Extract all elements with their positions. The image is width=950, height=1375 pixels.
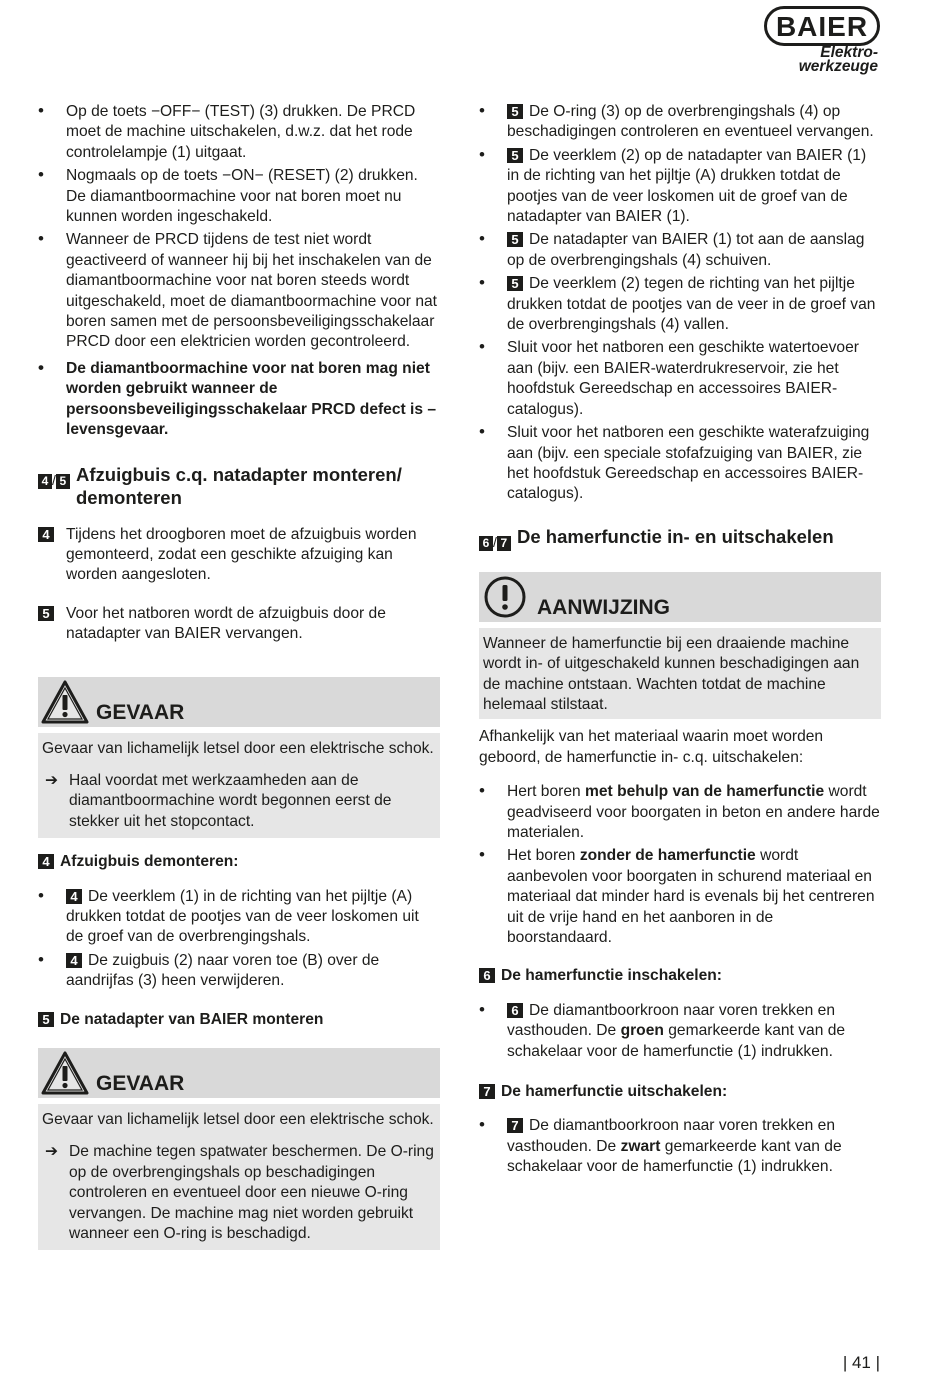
paragraph-text: Voor het natboren wordt de afzuigbuis door de natadapter van BAIER vervangen. <box>66 604 386 643</box>
danger-header <box>38 677 440 727</box>
numbered-paragraph <box>38 604 440 645</box>
list-item-text: wordt geadviseerd voor boorgaten in beton en andere harde materialen. <box>507 783 880 841</box>
arrow-icon: ➔ <box>45 771 59 789</box>
list-item <box>479 1001 881 1062</box>
right-column <box>479 102 881 1181</box>
list-item <box>479 338 881 420</box>
instruction-text: De machine tegen spatwater beschermen. De O-ring op de overbrengingshals op beschadigingen controleren en eventueel door een nieuwe O-ring vervangen. De machine mag niet worden gebruikt wanneer een O-ring is beschadigd. <box>69 1143 434 1243</box>
subsection-heading <box>38 1010 440 1030</box>
danger-title: GEVAAR <box>96 700 185 724</box>
instruction-item <box>42 771 436 832</box>
danger-box <box>38 1048 440 1250</box>
figure-number-badge: 7 <box>507 1118 523 1133</box>
notice-title: AANWIJZING <box>537 595 670 619</box>
notice-header <box>479 572 881 622</box>
logo-sub-line2: werkzeuge <box>798 58 878 75</box>
numbered-paragraph <box>38 525 440 586</box>
subsection-heading <box>479 966 881 986</box>
list-item-text: Sluit voor het natboren een geschikte waterafzuiging aan (bijv. een speciale stofafzuiging van BAIER, zie het hoofdstuk Gereedschap en accessoires BAIER-catalogus). <box>507 424 870 503</box>
list-item <box>38 951 440 992</box>
list-item-text: De diamantboorkroon naar voren trekken en vasthouden. De <box>507 1117 835 1155</box>
subsection-heading <box>38 852 440 872</box>
list-item-text: Het boren <box>507 847 580 865</box>
list-item-text: Nogmaals op de toets −ON− (RESET) (2) drukken. De diamantboormachine voor nat boren moet nu kunnen worden ingeschakeld. <box>66 167 418 226</box>
section-heading <box>479 525 881 548</box>
subsection-heading <box>479 1082 881 1102</box>
danger-title: GEVAAR <box>96 1072 185 1095</box>
danger-header <box>38 1048 440 1098</box>
notice-body <box>479 628 881 720</box>
notice-box <box>479 572 881 720</box>
list-item-emphasis: zwart <box>620 1137 661 1155</box>
figure-number-badge: 5 <box>56 474 70 489</box>
list-item-emphasis: met behulp van de hamerfunctie <box>585 783 825 801</box>
figure-number-badge: 6 <box>479 536 493 551</box>
figure-number-badge: 4 <box>38 527 54 542</box>
list-item-text: Hert boren <box>507 783 586 801</box>
list-item-text: gemarkeerde kant van de schakelaar voor de hamerfunctie (1) indrukken. <box>507 1137 842 1176</box>
logo-subtitle <box>738 46 878 74</box>
list-item-text: De zuigbuis (2) naar voren toe (B) over de aandrijfas (3) heen verwijderen. <box>66 951 380 990</box>
list-item-emphasis: zonder de hamerfunctie <box>579 847 756 865</box>
figure-number-badge: 5 <box>507 232 523 247</box>
figure-number-badge: 6 <box>507 1003 523 1018</box>
left-column <box>38 102 440 1250</box>
figure-number-badge: 6 <box>479 968 495 983</box>
list-item <box>479 782 881 843</box>
list-item-text: De veerklem (2) op de natadapter van BAIER (1) in de richting van het pijltje (A) drukken totdat de pootjes van de veer loskomen uit de groef van de natadapter van BAIER (1). <box>507 146 867 226</box>
figure-number-badge: 4 <box>38 854 54 869</box>
subsection-title: Afzuigbuis demonteren: <box>60 853 239 871</box>
list-item-text: De O-ring (3) op de overbrengingshals (4) op beschadigingen controleren en eventueel vervangen. <box>507 103 874 141</box>
page-number: | 41 | <box>842 1353 880 1372</box>
figure-number-badge: 5 <box>507 148 523 163</box>
notice-text: Wanneer de hamerfunctie bij een draaiende machine wordt in- of uitgeschakeld kunnen beschadigingen aan de machine ontstaan. Wachten totdat de machine helemaal stilstaat. <box>483 634 860 713</box>
figure-number-badge: 7 <box>479 1084 495 1099</box>
list-item <box>38 102 440 163</box>
list-item-text: Op de toets −OFF− (TEST) (3) drukken. De PRCD moet de machine uitschakelen, d.w.z. dat het rode controlelampje (1) uitgaat. <box>66 103 416 161</box>
list-item <box>479 423 881 505</box>
subsection-title: De hamerfunctie inschakelen: <box>501 967 722 985</box>
list-item-text: De natadapter van BAIER (1) tot aan de aanslag op de overbrengingshals (4) schuiven. <box>507 231 865 269</box>
figure-number-badge: 4 <box>38 474 52 489</box>
instruction-text: Haal voordat met werkzaamheden aan de diamantboormachine wordt begonnen eerst de stekker uit het stopcontact. <box>69 771 392 830</box>
list-item-warning <box>38 359 440 441</box>
section-title: Afzuigbuis c.q. natadapter monteren/ demonteren <box>76 463 402 508</box>
danger-body <box>38 1104 440 1250</box>
section-title: De hamerfunctie in- en uitschakelen <box>517 525 834 547</box>
list-item-text: De veerklem (2) tegen de richting van het pijltje drukken totdat de pootjes van de veer in de groef van de overbrengingshals (4) vallen. <box>507 275 876 334</box>
figure-number-badge: 5 <box>507 104 523 119</box>
list-item <box>38 887 440 948</box>
list-item <box>479 1116 881 1177</box>
danger-box <box>38 677 440 839</box>
list-item-emphasis: groen <box>620 1022 664 1040</box>
list-item <box>479 102 881 143</box>
figure-number-badge: 7 <box>497 536 511 551</box>
list-item <box>479 146 881 228</box>
subsection-title: De natadapter van BAIER monteren <box>60 1010 324 1028</box>
figure-number-badge: 5 <box>507 276 523 291</box>
list-item <box>38 166 440 227</box>
figure-number-badge: 4 <box>66 889 82 904</box>
warning-triangle-icon <box>41 680 89 724</box>
list-item <box>479 846 881 948</box>
list-item-text: Sluit voor het natboren een geschikte watertoevoer aan (bijv. een BAIER-waterdrukreservoir, zie het hoofdstuk Gereedschap en accessoires BAIER-catalogus). <box>507 339 859 418</box>
figure-number-badge: 5 <box>38 1012 54 1027</box>
list-item-text: Wanneer de PRCD tijdens de test niet wordt geactiveerd of wanneer hij bij het inschakelen van de diamantboormachine voor nat boren steeds wordt uitgeschakeld, moet de diamantboormachine voor nat boren samen met de persoonsbeveiligingsschakelaar PRCD door een elektricien worden gecontroleerd. <box>66 231 438 351</box>
list-item-text: wordt aanbevolen voor boorgaten in schurend materiaal en materiaal dat minder hard is evenals bij het centreren uit de vrije hand en het aanboren in de boorstandaard. <box>507 847 875 946</box>
danger-text: Gevaar van lichamelijk letsel door een elektrische schok. <box>42 739 434 757</box>
list-item-text: gemarkeerde kant van de schakelaar voor de hamerfunctie (1) indrukken. <box>507 1022 846 1060</box>
paragraph-text: Tijdens het droogboren moet de afzuigbuis worden gemonteerd, zodat een geschikte afzuiging kan worden aangesloten. <box>66 525 417 584</box>
section-heading <box>38 463 440 509</box>
list-item-text: De veerklem (1) in de richting van het pijltje (A) drukken totdat de pootjes van de veer loskomen uit de groef van de overbrengingshals. <box>66 887 419 946</box>
figure-number-badge: 4 <box>66 953 82 968</box>
instruction-item <box>42 1142 436 1244</box>
arrow-icon: ➔ <box>45 1143 59 1161</box>
figure-number-badge: 5 <box>38 606 54 621</box>
exclamation-circle-icon <box>482 575 528 621</box>
logo-brand: BAIER <box>764 6 880 46</box>
list-item-text: De diamantboorkroon naar voren trekken en vasthouden. De <box>507 1001 835 1040</box>
list-item <box>479 230 881 271</box>
list-item <box>38 230 440 352</box>
danger-text: Gevaar van lichamelijk letsel door een elektrische schok. <box>42 1111 434 1128</box>
danger-body <box>38 733 440 839</box>
section-numbers: 4 / 5 <box>38 467 70 492</box>
baier-logo <box>762 4 880 76</box>
list-item <box>479 274 881 335</box>
subsection-title: De hamerfunctie uitschakelen: <box>501 1083 728 1101</box>
list-item-text: De diamantboormachine voor nat boren mag niet worden gebruikt wanneer de persoonsbeveiligingsschakelaar PRCD defect is – levensgevaar. <box>66 359 437 439</box>
warning-triangle-icon <box>41 1051 89 1095</box>
intro-paragraph: Afhankelijk van het materiaal waarin moet worden geboord, de hamerfunctie in- c.q. uitschakelen: <box>479 728 824 766</box>
logo-sub-line1: Elektro- <box>820 44 878 61</box>
section-numbers: 6 / 7 <box>479 529 511 554</box>
